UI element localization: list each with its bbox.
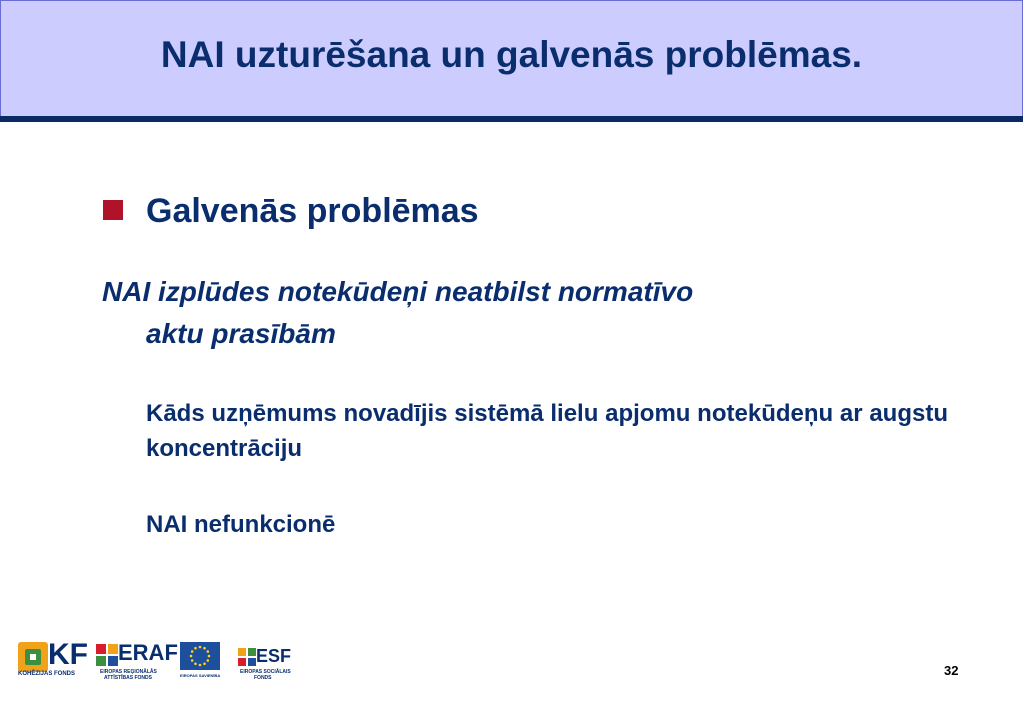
square-bullet-icon [103, 200, 123, 220]
slide-title: NAI uzturēšana un galvenās problēmas. [160, 34, 863, 75]
esf-wordmark: ESF [256, 646, 292, 666]
problem-item-2: Kāds uzņēmums novadījis sistēmā lielu apjomu notekūdeņu ar augstu koncentrāciju [146, 400, 948, 462]
eraf-logo [96, 638, 178, 682]
problem-item-3: NAI nefunkcionē [146, 511, 336, 538]
esf-caption-line-2: FONDS [254, 675, 272, 681]
eraf-wordmark: ERAF [118, 640, 178, 665]
eraf-caption-line-2: ATTĪSTĪBAS FONDS [104, 675, 152, 681]
eu-flag-logo [180, 642, 222, 680]
problem-item-1 [102, 271, 948, 355]
eu-caption: EIROPAS SAVIENĪBA [180, 673, 221, 678]
problem-item-1-line-1: NAI izplūdes notekūdeņi neatbilst normatīvo [102, 276, 694, 307]
esf-emblem-icon [238, 648, 256, 666]
esf-caption-line-1: EIROPAS SOCIĀLAIS [240, 669, 291, 675]
kf-logo [18, 638, 90, 678]
eraf-caption-line-1: EIROPAS REĢIONĀLĀS [100, 669, 157, 675]
kf-emblem-icon [18, 642, 48, 672]
eu-flag-icon [180, 642, 220, 670]
kf-wordmark: KF [48, 638, 88, 671]
title-divider [0, 116, 1023, 122]
kf-caption: KOHĒZIJAS FONDS [18, 671, 76, 677]
page-number: 32 [944, 663, 959, 678]
eraf-emblem-icon [96, 644, 118, 666]
section-heading: Galvenās problēmas [146, 192, 479, 230]
esf-logo [238, 638, 292, 682]
problem-item-1-line-2: aktu prasībām [146, 318, 336, 349]
footer-logos [18, 638, 298, 688]
